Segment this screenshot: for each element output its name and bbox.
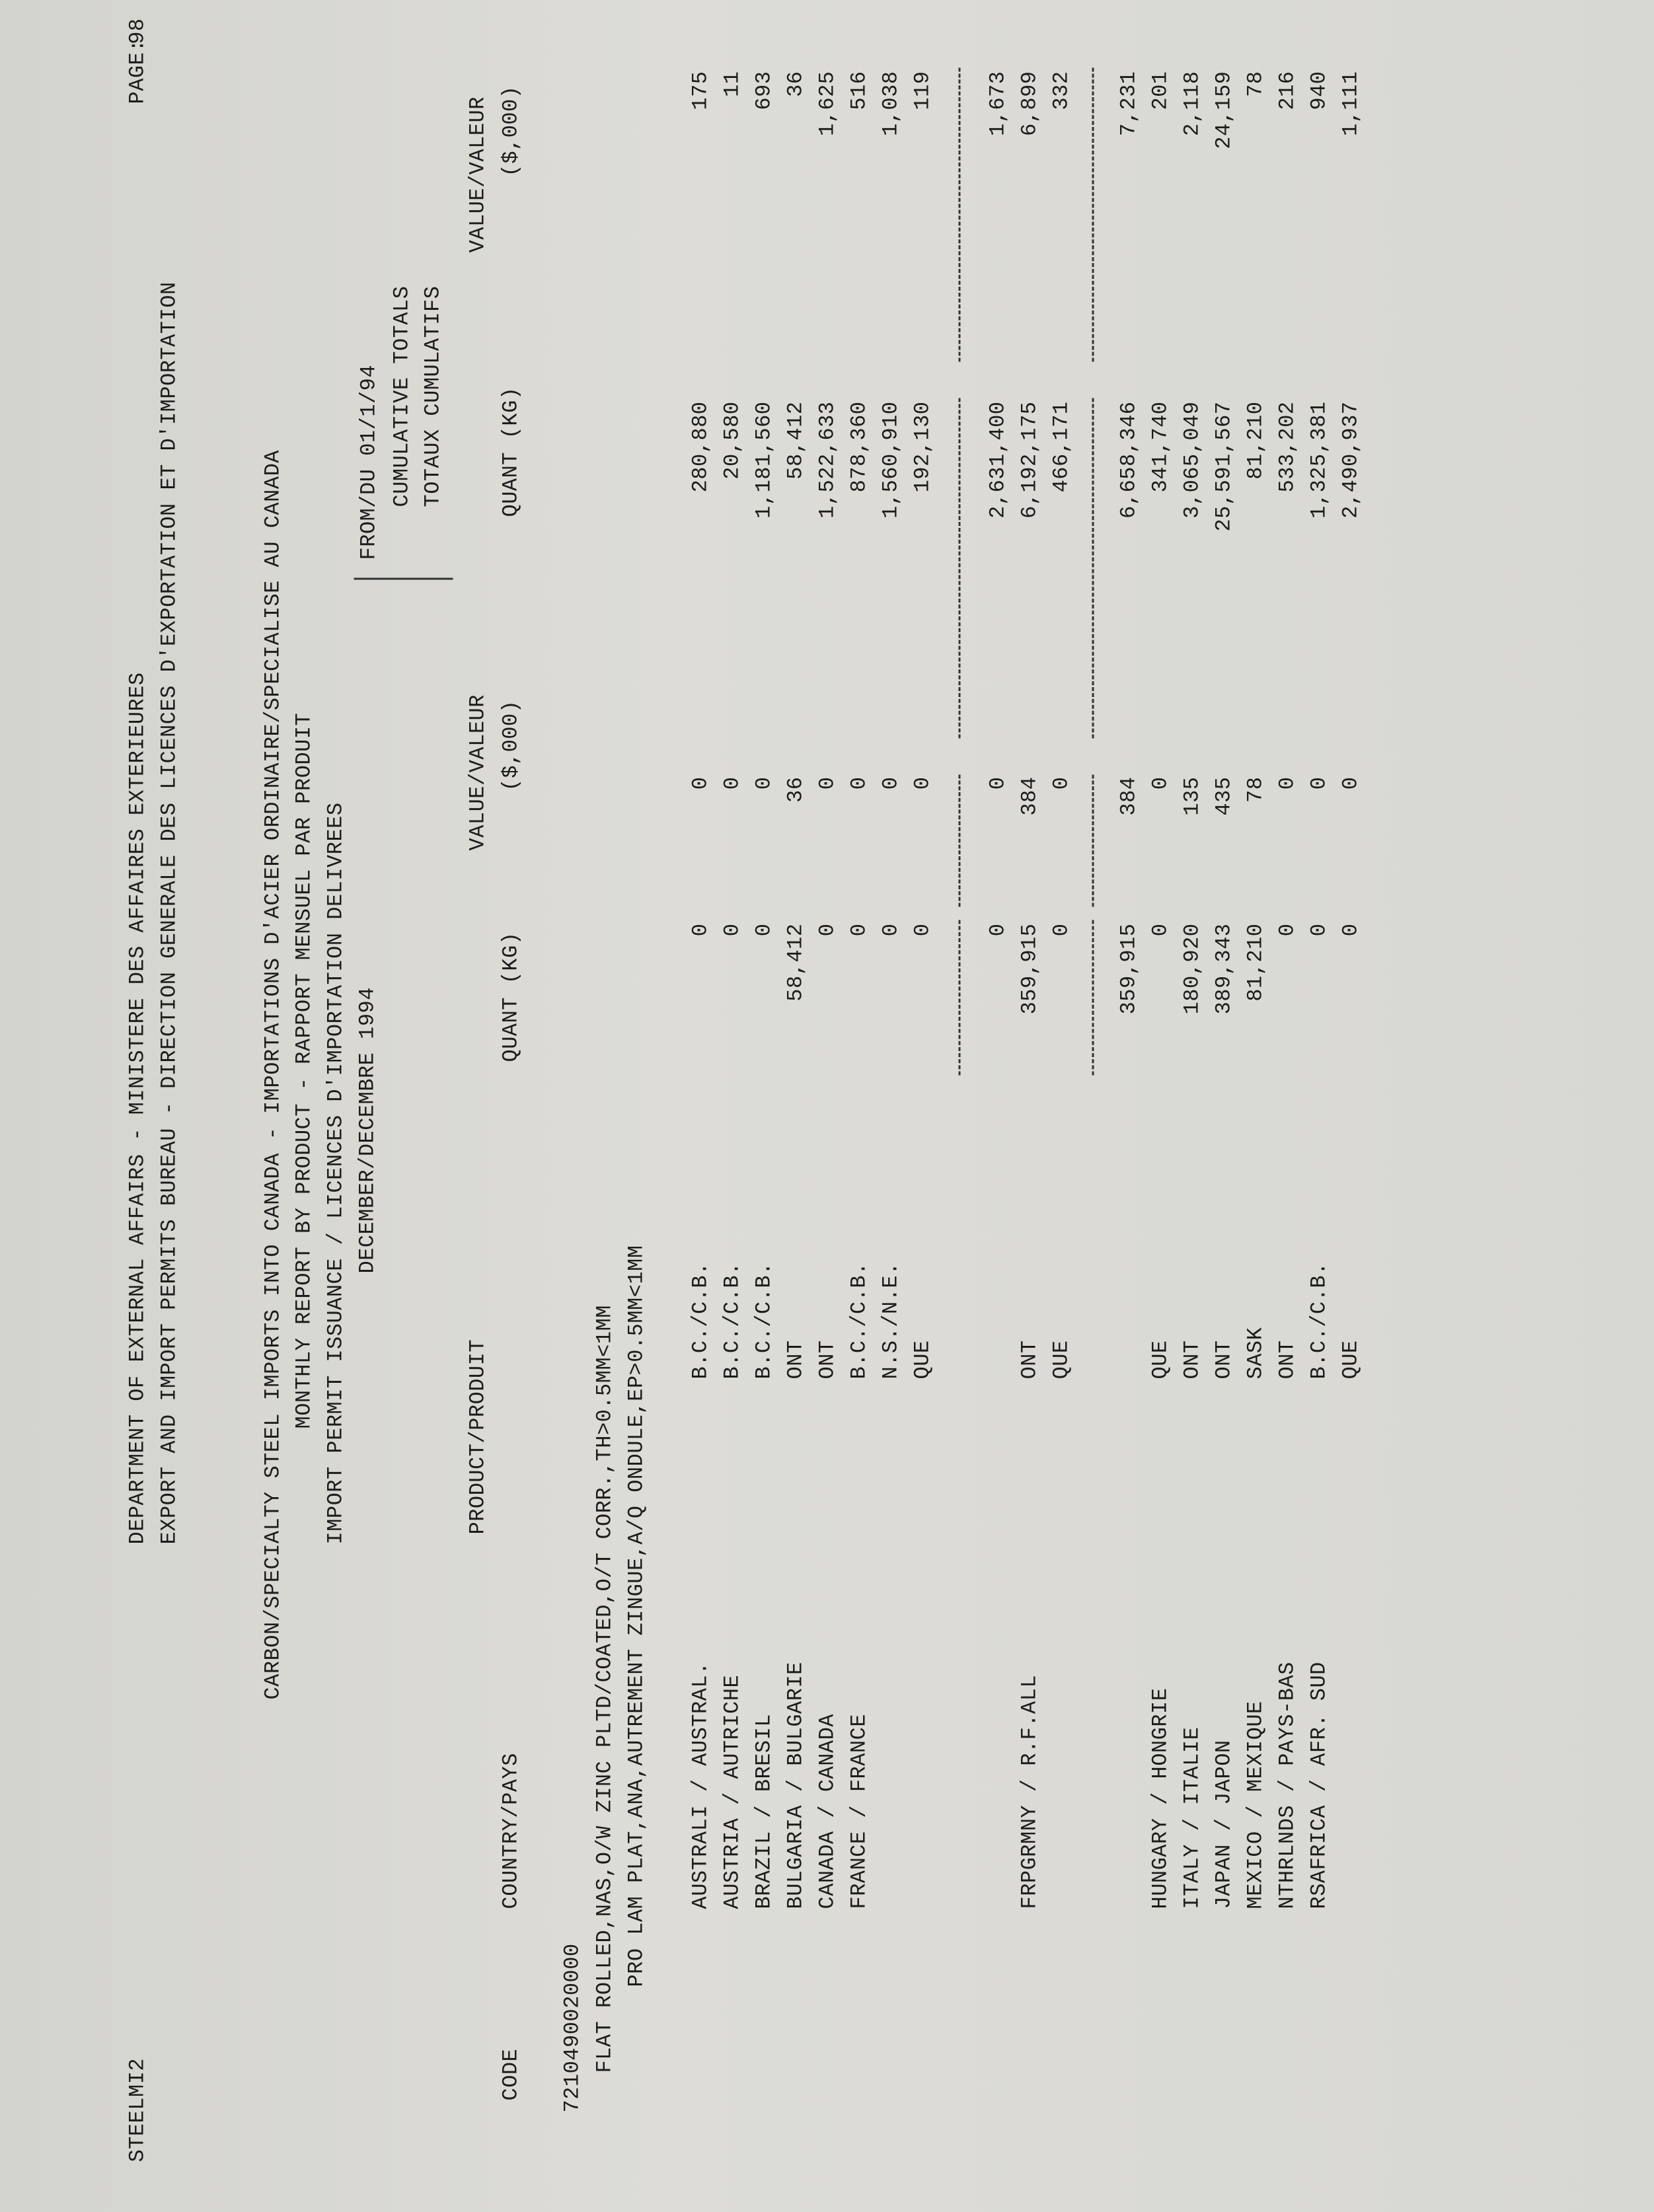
cumulative-quantity-cell: 20,580 bbox=[720, 401, 745, 480]
cumulative-value-cell: 1,625 bbox=[815, 71, 840, 137]
province-cell: QUE bbox=[1338, 1340, 1363, 1380]
quantity-cell: 58,412 bbox=[783, 923, 808, 1002]
cumulative-value-cell: 216 bbox=[1275, 71, 1300, 110]
cumulative-value-cell: 1,673 bbox=[985, 71, 1010, 137]
cumulative-quantity-cell: 878,360 bbox=[846, 401, 872, 493]
value-cell: 0 bbox=[815, 776, 840, 790]
cumulative-quantity-cell: 1,325,381 bbox=[1306, 401, 1332, 519]
column-header-product: PRODUCT/PRODUIT bbox=[465, 1339, 490, 1535]
province-cell: SASK bbox=[1243, 1327, 1268, 1380]
report-title: CARBON/SPECIALTY STEEL IMPORTS INTO CANADA - IMPORTATIONS D'ACIER ORDINAIRE/SPECIALISE AU CANADA bbox=[260, 450, 285, 1700]
province-cell: QUE bbox=[1049, 1340, 1074, 1380]
cumulative-value-cell: 24,159 bbox=[1211, 71, 1236, 149]
subtotal-separator bbox=[1092, 920, 1094, 1076]
subtotal-separator bbox=[1092, 68, 1094, 362]
product-description-en: FLAT ROLLED,NAS,O/W ZINC PLTD/COATED,O/T CORR.,TH>0.5MM<1MM bbox=[592, 1305, 617, 2073]
cumulative-value-cell: 201 bbox=[1148, 71, 1173, 110]
quantity-cell: 0 bbox=[1275, 923, 1300, 937]
cumulative-quantity-cell: 192,130 bbox=[910, 401, 935, 493]
column-divider bbox=[354, 578, 453, 580]
value-cell: 0 bbox=[878, 776, 903, 790]
column-header-cum-value-unit: ($,000) bbox=[498, 85, 523, 177]
page-label: PAGE: bbox=[125, 38, 150, 104]
quantity-cell: 0 bbox=[1306, 923, 1332, 937]
value-cell: 36 bbox=[783, 776, 808, 803]
country-cell: MEXICO / MEXIQUE bbox=[1243, 1701, 1268, 1909]
quantity-cell: 0 bbox=[815, 923, 840, 937]
value-cell: 0 bbox=[1049, 776, 1074, 790]
quantity-cell: 0 bbox=[985, 923, 1010, 937]
value-cell: 0 bbox=[910, 776, 935, 790]
province-cell: B.C./C.B. bbox=[846, 1262, 872, 1380]
cumulative-value-cell: 2,118 bbox=[1180, 71, 1205, 137]
value-cell: 0 bbox=[1306, 776, 1332, 790]
report-period: DECEMBER/DECEMBRE 1994 bbox=[355, 987, 380, 1274]
cumulative-quantity-cell: 6,658,346 bbox=[1116, 401, 1141, 519]
cumulative-quantity-cell: 533,202 bbox=[1275, 401, 1300, 493]
subtotal-separator bbox=[959, 775, 961, 907]
quantity-cell: 0 bbox=[846, 923, 872, 937]
quantity-cell: 0 bbox=[1049, 923, 1074, 937]
cumulative-quantity-cell: 1,560,910 bbox=[878, 401, 903, 519]
province-cell: ONT bbox=[783, 1340, 808, 1380]
cumulative-quantity-cell: 1,522,633 bbox=[815, 401, 840, 519]
province-cell: QUE bbox=[910, 1340, 935, 1380]
country-cell: HUNGARY / HONGRIE bbox=[1148, 1687, 1173, 1909]
province-cell: B.C./C.B. bbox=[688, 1262, 713, 1380]
value-cell: 384 bbox=[1116, 776, 1141, 816]
department-line: DEPARTMENT OF EXTERNAL AFFAIRS - MINISTERE DES AFFAIRES EXTERIEURES bbox=[125, 672, 150, 1545]
value-cell: 0 bbox=[751, 776, 776, 790]
cumulative-totals-fr: TOTAUX CUMULATIFS bbox=[420, 285, 445, 507]
province-cell: ONT bbox=[1017, 1340, 1042, 1380]
country-cell: BRAZIL / BRESIL bbox=[751, 1713, 776, 1909]
subtotal-separator bbox=[1092, 775, 1094, 907]
column-header-cum-quant: QUANT (KG) bbox=[498, 387, 523, 517]
province-cell: N.S./N.E. bbox=[878, 1262, 903, 1380]
value-cell: 0 bbox=[1338, 776, 1363, 790]
column-header-cum-value: VALUE/VALEUR bbox=[465, 96, 490, 253]
cumulative-quantity-cell: 280,880 bbox=[688, 401, 713, 493]
cumulative-quantity-cell: 1,181,560 bbox=[751, 401, 776, 519]
program-id: STEELMI2 bbox=[125, 2057, 150, 2162]
cumulative-value-cell: 78 bbox=[1243, 71, 1268, 97]
quantity-cell: 0 bbox=[720, 923, 745, 937]
cumulative-value-cell: 36 bbox=[783, 71, 808, 97]
cumulative-totals-en: CUMULATIVE TOTALS bbox=[389, 285, 414, 507]
subtotal-separator bbox=[959, 68, 961, 362]
cumulative-value-cell: 175 bbox=[688, 71, 713, 110]
subtotal-separator bbox=[959, 920, 961, 1076]
cumulative-value-cell: 516 bbox=[846, 71, 872, 110]
value-cell: 0 bbox=[720, 776, 745, 790]
cumulative-quantity-cell: 25,591,567 bbox=[1211, 401, 1236, 532]
province-cell: B.C./C.B. bbox=[751, 1262, 776, 1380]
column-header-quant: QUANT (KG) bbox=[498, 932, 523, 1062]
cumulative-value-cell: 940 bbox=[1306, 71, 1332, 110]
cumulative-quantity-cell: 2,631,400 bbox=[985, 401, 1010, 519]
quantity-cell: 0 bbox=[878, 923, 903, 937]
report-subtitle-2: IMPORT PERMIT ISSUANCE / LICENCES D'IMPORTATION DELIVREES bbox=[323, 802, 348, 1545]
cumulative-quantity-cell: 466,171 bbox=[1049, 401, 1074, 493]
country-cell: AUSTRIA / AUTRICHE bbox=[720, 1674, 745, 1909]
bureau-line: EXPORT AND IMPORT PERMITS BUREAU - DIRECTION GENERALE DES LICENCES D'EXPORTATION ET D'IMPORTATION bbox=[157, 281, 182, 1545]
from-date: FROM/DU 01/1/94 bbox=[356, 364, 381, 560]
value-cell: 135 bbox=[1180, 776, 1205, 816]
page-number-value: 98 bbox=[125, 18, 150, 44]
province-cell: B.C./C.B. bbox=[1306, 1262, 1332, 1380]
country-cell: FRANCE / FRANCE bbox=[846, 1713, 872, 1909]
cumulative-value-cell: 7,231 bbox=[1116, 71, 1141, 137]
value-cell: 0 bbox=[985, 776, 1010, 790]
cumulative-value-cell: 6,899 bbox=[1017, 71, 1042, 137]
product-description-fr: PRO LAM PLAT,ANA,AUTREMENT ZINGUE,A/Q ONDULE,EP>0.5MM<1MM bbox=[624, 1245, 649, 1987]
quantity-cell: 180,920 bbox=[1180, 923, 1205, 1015]
quantity-cell: 81,210 bbox=[1243, 923, 1268, 1002]
subtotal-separator bbox=[959, 398, 961, 739]
value-cell: 0 bbox=[1148, 776, 1173, 790]
value-cell: 0 bbox=[846, 776, 872, 790]
province-cell: ONT bbox=[1275, 1340, 1300, 1380]
report-subtitle: MONTHLY REPORT BY PRODUCT - RAPPORT MENSUEL PAR PRODUIT bbox=[291, 712, 317, 1429]
cumulative-quantity-cell: 3,065,049 bbox=[1180, 401, 1205, 519]
country-cell: JAPAN / JAPON bbox=[1211, 1740, 1236, 1909]
column-header-country: COUNTRY/PAYS bbox=[498, 1753, 523, 1909]
country-cell: NTHRLNDS / PAYS-BAS bbox=[1275, 1662, 1300, 1909]
province-cell: ONT bbox=[815, 1340, 840, 1380]
cumulative-value-cell: 693 bbox=[751, 71, 776, 110]
column-header-value-unit: ($,000) bbox=[498, 700, 523, 792]
cumulative-value-cell: 332 bbox=[1049, 71, 1074, 110]
quantity-cell: 0 bbox=[1148, 923, 1173, 937]
province-cell: B.C./C.B. bbox=[720, 1262, 745, 1380]
rotated-report bbox=[1, 0, 1654, 2212]
cumulative-value-cell: 119 bbox=[910, 71, 935, 110]
quantity-cell: 389,343 bbox=[1211, 923, 1236, 1015]
country-cell: AUSTRALI / AUSTRAL. bbox=[688, 1662, 713, 1909]
country-cell: CANADA / CANADA bbox=[815, 1713, 840, 1909]
subtotal-separator bbox=[1092, 398, 1094, 739]
quantity-cell: 0 bbox=[1338, 923, 1363, 937]
cumulative-quantity-cell: 81,210 bbox=[1243, 401, 1268, 480]
quantity-cell: 0 bbox=[688, 923, 713, 937]
cumulative-value-cell: 11 bbox=[720, 71, 745, 97]
quantity-cell: 0 bbox=[751, 923, 776, 937]
quantity-cell: 0 bbox=[910, 923, 935, 937]
value-cell: 384 bbox=[1017, 776, 1042, 816]
country-cell: RSAFRICA / AFR. SUD bbox=[1306, 1662, 1332, 1909]
quantity-cell: 359,915 bbox=[1017, 923, 1042, 1015]
cumulative-quantity-cell: 58,412 bbox=[783, 401, 808, 480]
value-cell: 435 bbox=[1211, 776, 1236, 816]
product-code: 7210490020000 bbox=[560, 1943, 585, 2113]
country-cell: ITALY / ITALIE bbox=[1180, 1726, 1205, 1909]
cumulative-value-cell: 1,038 bbox=[878, 71, 903, 137]
value-cell: 0 bbox=[1275, 776, 1300, 790]
column-header-value: VALUE/VALEUR bbox=[465, 694, 490, 851]
value-cell: 0 bbox=[688, 776, 713, 790]
cumulative-quantity-cell: 341,740 bbox=[1148, 401, 1173, 493]
value-cell: 78 bbox=[1243, 776, 1268, 803]
province-cell: ONT bbox=[1211, 1340, 1236, 1380]
cumulative-value-cell: 1,111 bbox=[1338, 71, 1363, 137]
country-cell: FRPGRMNY / R.F.ALL bbox=[1017, 1674, 1042, 1909]
province-cell: QUE bbox=[1148, 1340, 1173, 1380]
country-cell: BULGARIA / BULGARIE bbox=[783, 1662, 808, 1909]
cumulative-quantity-cell: 2,490,937 bbox=[1338, 401, 1363, 519]
province-cell: ONT bbox=[1180, 1340, 1205, 1380]
column-header-code: CODE bbox=[498, 2048, 523, 2101]
quantity-cell: 359,915 bbox=[1116, 923, 1141, 1015]
cumulative-quantity-cell: 6,192,175 bbox=[1017, 401, 1042, 519]
